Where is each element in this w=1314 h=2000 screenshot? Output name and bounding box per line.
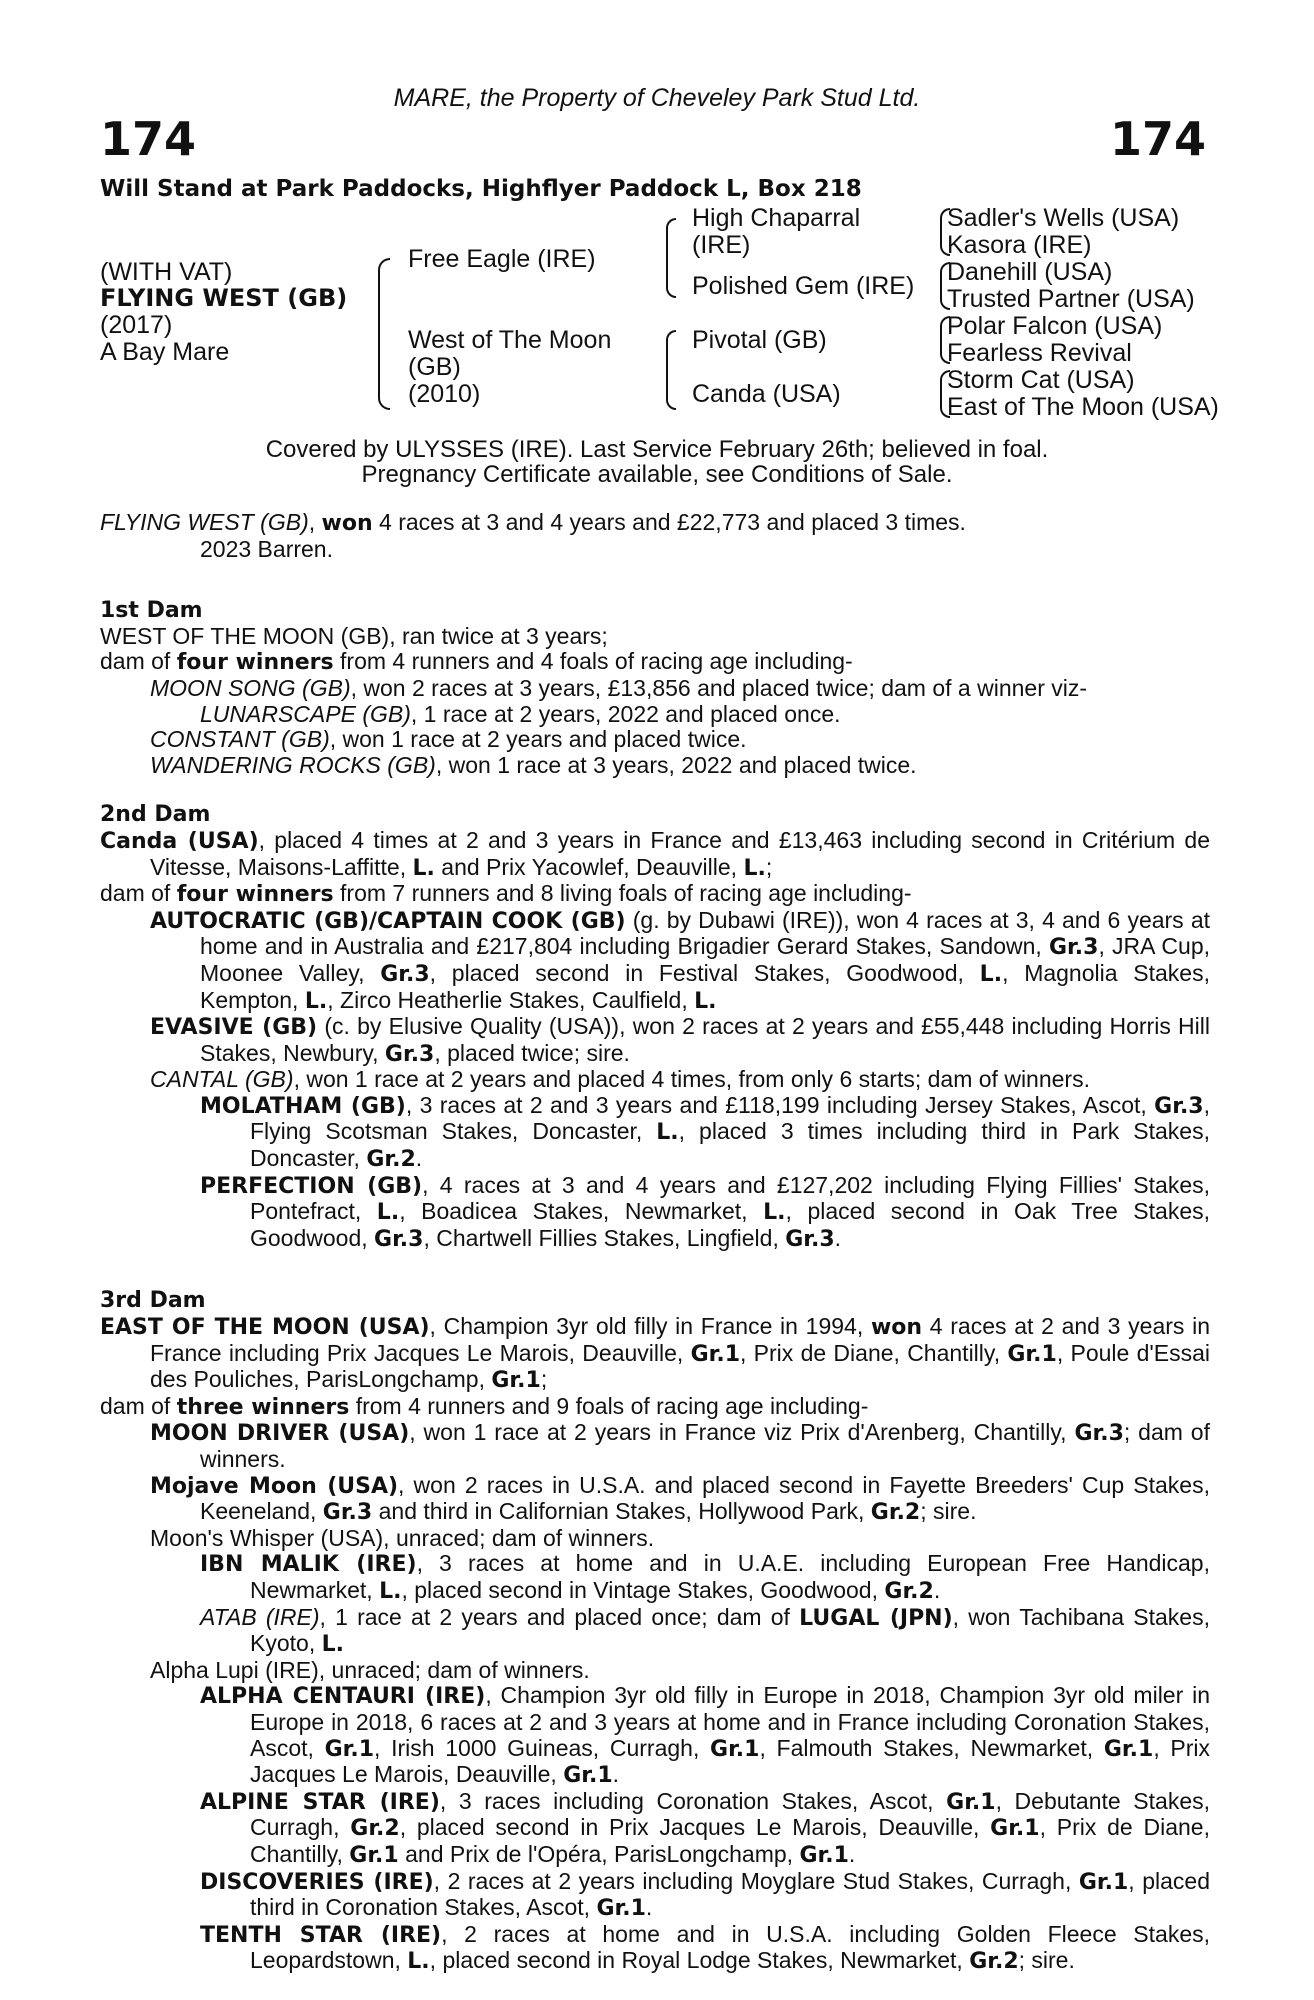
produce-record bbox=[100, 510, 1210, 1975]
pedigree-sds: Danehill (USA) bbox=[947, 258, 1113, 286]
dam2-grand-offspring: MOLATHAM (GB), 3 races at 2 and 3 years and £118,199 including Jersey Stakes, Ascot, Gr.3, Flying Scotsman Stakes, Doncaster, L., placed 3 times including third in Park Stakes, Doncaster, Gr.2. bbox=[200, 1091, 1210, 1173]
dam2-summary: dam of four winners from 7 runners and 8 living foals of racing age including- bbox=[100, 880, 912, 908]
dam2-offspring: CANTAL (GB), won 1 race at 2 years and placed 4 times, from only 6 starts; dam of winners. bbox=[150, 1066, 1090, 1093]
pedigree-dam-line1: West of The Moon bbox=[408, 326, 612, 354]
pedigree-dss: Polar Falcon (USA) bbox=[947, 312, 1163, 340]
pregnancy-note: Pregnancy Certificate available, see Conditions of Sale. bbox=[361, 461, 953, 488]
horse-year: (2017) bbox=[100, 311, 173, 339]
dam3-name: EAST OF THE MOON (USA), Champion 3yr old filly in France in 1994, won 4 races at 2 and 3 years in France including Prix Jacques Le Marois, Deauville, Gr.1, Prix de Diane, Chantilly, Gr.1, Poule d'Essai des Pouliches, ParisLongchamp, Gr.1; bbox=[100, 1313, 1211, 1394]
dam1-offspring: CONSTANT (GB), won 1 race at 2 years and placed twice. bbox=[150, 726, 747, 753]
racing-record: FLYING WEST (GB), won 4 races at 3 and 4 years and £22,773 and placed 3 times. bbox=[100, 509, 966, 536]
lot-number-right: 174 bbox=[1109, 112, 1206, 166]
pedigree-sire: Free Eagle (IRE) bbox=[408, 245, 596, 273]
pedigree-sdd: Trusted Partner (USA) bbox=[947, 285, 1195, 313]
dam1-offspring: WANDERING ROCKS (GB), won 1 race at 3 years, 2022 and placed twice. bbox=[150, 751, 917, 778]
property-line: MARE, the Property of Cheveley Park Stud Ltd. bbox=[393, 84, 921, 112]
dam3-heading: 3rd Dam bbox=[100, 1288, 206, 1314]
pedigree-brace-main bbox=[378, 258, 390, 410]
vat-note: (WITH VAT) bbox=[100, 258, 233, 286]
dam3-offspring: Alpha Lupi (IRE), unraced; dam of winners. bbox=[150, 1656, 590, 1683]
pedigree-brace-sire bbox=[666, 218, 676, 298]
pedigree-brace-dam bbox=[666, 330, 676, 410]
pedigree-sss: Sadler's Wells (USA) bbox=[947, 204, 1180, 232]
pedigree-dam-dam: Canda (USA) bbox=[692, 380, 841, 408]
dam3-grand-offspring: IBN MALIK (IRE), 3 races at home and in U.A.E. including European Free Handicap, Newmarket, L., placed second in Vintage Stakes, Goodwood, Gr.2. bbox=[200, 1550, 1210, 1604]
lot-number-left: 174 bbox=[100, 112, 197, 166]
dam1-offspring: LUNARSCAPE (GB), 1 race at 2 years, 2022 and placed once. bbox=[200, 700, 841, 727]
dam2-name: Canda (USA), placed 4 times at 2 and 3 years in France and £13,463 including second in Critérium de Vitesse, Maisons-Laffitte, L. and Prix Yacowlef, Deauville, L.; bbox=[100, 826, 1210, 881]
pedigree-sire-sire-line1: High Chaparral bbox=[692, 204, 861, 232]
dam2-offspring: AUTOCRATIC (GB)/CAPTAIN COOK (GB) (g. by Dubawi (IRE)), won 4 races at 3, 4 and 6 years at home and in Australia and £217,804 including Brigadier Gerard Stakes, Sandown, Gr.3, JRA Cup, Moonee Valley, Gr.3, placed second in Festival Stakes, Goodwood, L., Magnolia Stakes, Kempton, L., Zirco Heatherlie Stakes, Caulfield, L. bbox=[150, 906, 1211, 1014]
dam2-grand-offspring: PERFECTION (GB), 4 races at 3 and 4 years and £127,202 including Flying Fillies' Stakes, Pontefract, L., Boadicea Stakes, Newmarket, L., placed second in Oak Tree Stakes, Goodwood, Gr.3, Chartwell Fillies Stakes, Lingfield, Gr.3. bbox=[200, 1171, 1211, 1252]
pedigree-sire-sire-line2: (IRE) bbox=[692, 231, 751, 259]
dam3-grand-offspring: ALPINE STAR (IRE), 3 races including Coronation Stakes, Ascot, Gr.1, Debutante Stakes, Curragh, Gr.2, placed second in Prix Jacques Le Marois, Deauville, Gr.1, Prix de Diane, Chantilly, Gr.1 and Prix de l'Opéra, ParisLongchamp, Gr.1. bbox=[200, 1787, 1210, 1868]
dam1-offspring: MOON SONG (GB), won 2 races at 3 years, £13,856 and placed twice; dam of a winner viz- bbox=[150, 674, 1088, 701]
pedigree-dam-line3: (2010) bbox=[408, 380, 481, 408]
dam3-offspring: MOON DRIVER (USA), won 1 race at 2 years in France viz Prix d'Arenberg, Chantilly, Gr.3; dam of winners. bbox=[150, 1419, 1210, 1472]
pedigree-ssd: Kasora (IRE) bbox=[947, 231, 1092, 259]
dam3-grand-offspring: TENTH STAR (IRE), 2 races at home and in U.S.A. including Golden Fleece Stakes, Leopardstown, L., placed second in Royal Lodge Stakes, Newmarket, Gr.2; sire. bbox=[200, 1920, 1210, 1975]
dam1-summary: dam of four winners from 4 runners and 4 foals of racing age including- bbox=[100, 648, 853, 676]
pedigree-dam-line2: (GB) bbox=[408, 353, 461, 381]
pedigree-dds: Storm Cat (USA) bbox=[947, 366, 1135, 394]
pedigree-dsd: Fearless Revival bbox=[947, 339, 1132, 367]
pedigree-dam-sire: Pivotal (GB) bbox=[692, 326, 827, 354]
covered-note: Covered by ULYSSES (IRE). Last Service February 26th; believed in foal. bbox=[265, 436, 1049, 463]
horse-name: FLYING WEST (GB) bbox=[100, 284, 348, 312]
dam1-heading: 1st Dam bbox=[100, 598, 203, 624]
dam3-offspring: Mojave Moon (USA), won 2 races in U.S.A. and placed second in Fayette Breeders' Cup Stakes, Keeneland, Gr.3 and third in Californian Stakes, Hollywood Park, Gr.2; sire. bbox=[150, 1471, 1210, 1526]
stand-location: Will Stand at Park Paddocks, Highflyer Paddock L, Box 218 bbox=[100, 176, 862, 202]
pedigree-sire-dam: Polished Gem (IRE) bbox=[692, 272, 915, 300]
barren-note: 2023 Barren. bbox=[200, 535, 333, 562]
dam1-name: WEST OF THE MOON (GB), ran twice at 3 years; bbox=[100, 622, 608, 649]
dam2-heading: 2nd Dam bbox=[100, 802, 211, 828]
dam3-grand-offspring: ATAB (IRE), 1 race at 2 years and placed once; dam of LUGAL (JPN), won Tachibana Stakes, Kyoto, L. bbox=[200, 1603, 1210, 1658]
dam3-summary: dam of three winners from 4 runners and 9 foals of racing age including- bbox=[100, 1392, 869, 1420]
dam3-offspring: Moon's Whisper (USA), unraced; dam of winners. bbox=[150, 1524, 655, 1551]
horse-description: A Bay Mare bbox=[100, 338, 230, 366]
pedigree-ddd: East of The Moon (USA) bbox=[947, 393, 1219, 421]
dam3-grand-offspring: ALPHA CENTAURI (IRE), Champion 3yr old filly in Europe in 2018, Champion 3yr old miler in Europe in 2018, 6 races at 2 and 3 years at home and in France including Coronation Stakes, Ascot, Gr.1, Irish 1000 Guineas, Curragh, Gr.1, Falmouth Stakes, Newmarket, Gr.1, Prix Jacques Le Marois, Deauville, Gr.1. bbox=[200, 1682, 1210, 1789]
dam3-grand-offspring: DISCOVERIES (IRE), 2 races at 2 years including Moyglare Stud Stakes, Curragh, Gr.1, placed third in Coronation Stakes, Ascot, Gr.1. bbox=[200, 1867, 1210, 1922]
dam2-offspring: EVASIVE (GB) (c. by Elusive Quality (USA)), won 2 races at 2 years and £55,448 including Horris Hill Stakes, Newbury, Gr.3, placed twice; sire. bbox=[150, 1013, 1210, 1067]
